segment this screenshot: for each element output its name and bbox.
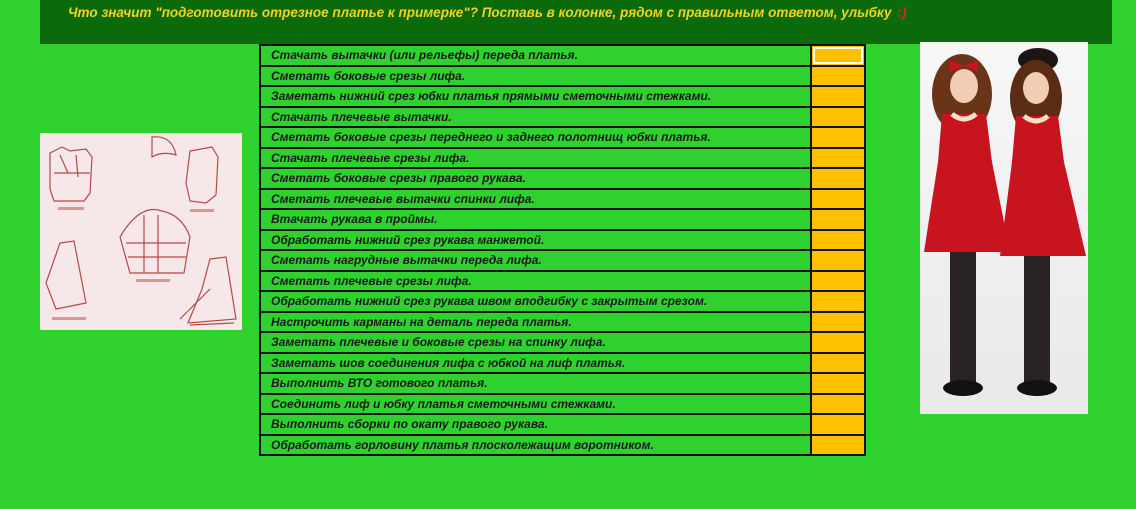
- task-row: [260, 189, 865, 210]
- pattern-label-1: [58, 207, 84, 210]
- model-right: [1000, 48, 1086, 396]
- task-text: Заметать нижний срез юбки платья прямыми сметочными стежками.: [260, 86, 811, 107]
- task-row: [260, 148, 865, 169]
- answer-cell[interactable]: [811, 353, 865, 374]
- answer-cell[interactable]: [811, 332, 865, 353]
- task-text: Сметать нагрудные вытачки переда лифа.: [260, 250, 811, 271]
- task-text: Заметать плечевые и боковые срезы на спинку лифа.: [260, 332, 811, 353]
- task-text: Обработать горловину платья плосколежащим воротником.: [260, 435, 811, 456]
- task-row: [260, 107, 865, 128]
- pattern-sleeve: [120, 209, 190, 273]
- answer-cell[interactable]: [811, 107, 865, 128]
- answer-cell[interactable]: [811, 250, 865, 271]
- task-row: [260, 209, 865, 230]
- pattern-bodice-front: [50, 147, 92, 201]
- task-text: Соединить лиф и юбку платья сметочными стежками.: [260, 394, 811, 415]
- answer-cell[interactable]: [811, 271, 865, 292]
- answer-cell[interactable]: [811, 86, 865, 107]
- task-text: Обработать нижний срез рукава манжетой.: [260, 230, 811, 251]
- task-row: [260, 66, 865, 87]
- answer-cell[interactable]: [811, 312, 865, 333]
- smiley-glyph: :): [897, 5, 907, 20]
- task-text: Выполнить сборки по окату правого рукава.: [260, 414, 811, 435]
- dress-photo: [920, 42, 1088, 414]
- task-text: Стачать вытачки (или рельефы) переда платья.: [260, 45, 811, 66]
- task-row: [260, 414, 865, 435]
- task-row: [260, 230, 865, 251]
- answer-cell[interactable]: [811, 291, 865, 312]
- task-row: [260, 435, 865, 456]
- answer-cell[interactable]: [811, 189, 865, 210]
- task-row: [260, 45, 865, 66]
- task-row: [260, 271, 865, 292]
- pattern-sleeve-grid: [126, 215, 186, 273]
- pattern-label-2: [190, 209, 214, 212]
- models-illustration: [920, 42, 1088, 414]
- model-right-dress: [1000, 116, 1086, 256]
- answer-cell[interactable]: [811, 373, 865, 394]
- model-right-face: [1023, 72, 1049, 104]
- question-label: Что значит "подготовить отрезное платье к примерке"? Поставь в колонке, рядом с правильным ответом, улыбку: [68, 5, 892, 20]
- question-text: [68, 5, 907, 20]
- task-row: [260, 373, 865, 394]
- task-row: [260, 291, 865, 312]
- model-left-shoes: [943, 380, 983, 396]
- pattern-label-3: [136, 279, 170, 282]
- question-banner: [40, 0, 1112, 44]
- model-right-shoes: [1017, 380, 1057, 396]
- answer-cell[interactable]: [811, 148, 865, 169]
- pattern-label-4: [52, 317, 86, 320]
- answer-cell[interactable]: [811, 209, 865, 230]
- dress-pattern-image: [40, 133, 242, 330]
- task-text: Сметать плечевые вытачки спинки лифа.: [260, 189, 811, 210]
- answer-cell[interactable]: [811, 168, 865, 189]
- task-text: Сметать боковые срезы лифа.: [260, 66, 811, 87]
- model-right-legs: [1024, 256, 1050, 382]
- pattern-dart-lines: [54, 155, 90, 177]
- task-text: Сметать плечевые срезы лифа.: [260, 271, 811, 292]
- model-left-dress: [924, 114, 1010, 252]
- task-row: [260, 250, 865, 271]
- task-text: Стачать плечевые срезы лифа.: [260, 148, 811, 169]
- task-row: [260, 86, 865, 107]
- pattern-drawing: [40, 133, 242, 330]
- pattern-bodice-back: [186, 147, 218, 203]
- model-left-face: [950, 69, 978, 103]
- task-row: [260, 394, 865, 415]
- pattern-skirt-front: [46, 241, 86, 309]
- answer-cell[interactable]: [811, 45, 865, 66]
- answer-cell[interactable]: [811, 66, 865, 87]
- task-text: Сметать боковые срезы правого рукава.: [260, 168, 811, 189]
- task-text: Обработать нижний срез рукава швом вподгибку с закрытым срезом.: [260, 291, 811, 312]
- pattern-collar: [152, 137, 176, 157]
- task-text: Заметать шов соединения лифа с юбкой на лиф платья.: [260, 353, 811, 374]
- answer-cell[interactable]: [811, 414, 865, 435]
- model-left-legs: [950, 252, 976, 382]
- task-table: [259, 44, 866, 456]
- task-text: Сметать боковые срезы переднего и заднего полотнищ юбки платья.: [260, 127, 811, 148]
- task-row: [260, 127, 865, 148]
- answer-cell[interactable]: [811, 394, 865, 415]
- model-left: [924, 54, 1010, 396]
- answer-cell[interactable]: [811, 435, 865, 456]
- task-text: Выполнить ВТО готового платья.: [260, 373, 811, 394]
- task-text: Стачать плечевые вытачки.: [260, 107, 811, 128]
- task-text: Втачать рукава в проймы.: [260, 209, 811, 230]
- answer-cell[interactable]: [811, 127, 865, 148]
- task-row: [260, 312, 865, 333]
- task-row: [260, 353, 865, 374]
- task-row: [260, 168, 865, 189]
- task-text: Настрочить карманы на деталь переда платья.: [260, 312, 811, 333]
- task-row: [260, 332, 865, 353]
- pattern-skirt-back: [188, 257, 236, 323]
- answer-cell[interactable]: [811, 230, 865, 251]
